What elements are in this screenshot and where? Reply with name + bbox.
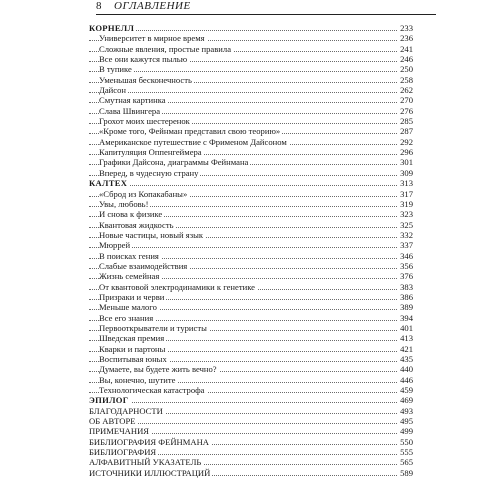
toc-entry-title: Сложные явления, простые правила bbox=[99, 43, 232, 54]
toc-entry-page: 332 bbox=[400, 229, 413, 240]
dot-leader bbox=[89, 71, 401, 72]
toc-entry bbox=[89, 385, 413, 395]
toc-entry-title: Капитуляция Оппенгеймера bbox=[99, 147, 202, 158]
toc-entry-title: Первооткрыватели и туристы bbox=[99, 322, 207, 333]
toc-entry bbox=[89, 189, 413, 199]
toc-section bbox=[89, 406, 413, 416]
toc-entry bbox=[89, 75, 413, 85]
toc-entry-page: 421 bbox=[400, 343, 413, 354]
toc-entry bbox=[89, 251, 413, 261]
toc-entry-page: 292 bbox=[400, 136, 413, 147]
toc-entry-title: Мюррей bbox=[99, 240, 131, 251]
toc-entry-page: 493 bbox=[400, 405, 413, 416]
toc-entry-page: 394 bbox=[400, 312, 413, 323]
toc-entry-title: Кварки и партоны bbox=[99, 343, 166, 354]
toc-section bbox=[89, 437, 413, 447]
toc-entry-page: 356 bbox=[400, 260, 413, 271]
toc-section bbox=[89, 23, 413, 33]
toc-entry bbox=[89, 323, 413, 333]
toc-entry-title: ЭПИЛОГ bbox=[89, 395, 129, 406]
toc-entry-title: Все они кажутся пылью bbox=[99, 54, 188, 65]
toc-entry-page: 276 bbox=[400, 105, 413, 116]
toc-entry-title: Вперед, в чудесную страну bbox=[99, 167, 199, 178]
dot-leader bbox=[89, 247, 401, 248]
toc-entry-title: Квантовая жидкость bbox=[99, 219, 174, 230]
toc-entry bbox=[89, 157, 413, 167]
toc-entry-page: 550 bbox=[400, 436, 413, 447]
toc-section bbox=[89, 426, 413, 436]
toc-entry-page: 301 bbox=[400, 157, 413, 168]
toc-entry-title: Призраки и черви bbox=[99, 291, 165, 302]
toc-entry-title: Думаете, вы будете жить вечно? bbox=[99, 364, 217, 375]
toc-entry bbox=[89, 364, 413, 374]
toc-entry bbox=[89, 33, 413, 43]
toc-entry-title: Графики Дайсона, диаграммы Фейнмана bbox=[99, 157, 249, 168]
toc-entry bbox=[89, 126, 413, 136]
toc-entry-title: Грохот моих шестеренок bbox=[99, 116, 190, 127]
toc-entry-page: 313 bbox=[400, 178, 413, 189]
toc-entry bbox=[89, 271, 413, 281]
toc-entry bbox=[89, 354, 413, 364]
dot-leader bbox=[89, 185, 401, 186]
toc-section bbox=[89, 416, 413, 426]
toc-entry bbox=[89, 375, 413, 385]
toc-entry-page: 317 bbox=[400, 188, 413, 199]
toc-entry-page: 319 bbox=[400, 198, 413, 209]
table-of-contents bbox=[89, 23, 413, 478]
toc-entry bbox=[89, 147, 413, 157]
toc-entry-page: 287 bbox=[400, 126, 413, 137]
toc-entry-title: В поисках гения bbox=[99, 250, 159, 261]
toc-entry-page: 233 bbox=[400, 23, 413, 33]
toc-entry-title: Университет в мирное время bbox=[99, 33, 205, 44]
toc-entry-title: КОРНЕЛЛ bbox=[89, 23, 135, 33]
toc-entry bbox=[89, 168, 413, 178]
toc-entry-title: ОБ АВТОРЕ bbox=[89, 416, 136, 427]
toc-entry-page: 258 bbox=[400, 74, 413, 85]
toc-entry bbox=[89, 302, 413, 312]
toc-entry-title: АЛФАВИТНЫЙ УКАЗАТЕЛЬ bbox=[89, 457, 202, 468]
toc-section bbox=[89, 447, 413, 457]
toc-entry-page: 589 bbox=[400, 467, 413, 478]
toc-entry-title: ПРИМЕЧАНИЯ bbox=[89, 426, 150, 437]
toc-entry-page: 285 bbox=[400, 116, 413, 127]
toc-entry-title: И снова к физике bbox=[99, 209, 163, 220]
toc-entry-title: Меньше малого bbox=[99, 302, 157, 313]
toc-entry-page: 386 bbox=[400, 291, 413, 302]
toc-section bbox=[89, 468, 413, 478]
toc-entry-title: Дайсон bbox=[99, 85, 126, 96]
dot-leader bbox=[89, 402, 401, 403]
toc-entry bbox=[89, 240, 413, 250]
toc-entry-title: Технологическая катастрофа bbox=[99, 385, 205, 396]
toc-entry-page: 296 bbox=[400, 147, 413, 158]
toc-entry-page: 241 bbox=[400, 43, 413, 54]
toc-entry-title: «Сброд из Копакабаны» bbox=[99, 188, 188, 199]
toc-entry-title: В тупике bbox=[99, 64, 132, 75]
toc-entry-page: 246 bbox=[400, 54, 413, 65]
toc-entry-page: 236 bbox=[400, 33, 413, 44]
toc-entry-page: 565 bbox=[400, 457, 413, 468]
toc-entry-title: Жизнь семейная bbox=[99, 271, 160, 282]
toc-entry-page: 376 bbox=[400, 271, 413, 282]
toc-entry-page: 309 bbox=[400, 167, 413, 178]
toc-entry-title: БИБЛИОГРАФИЯ ФЕЙНМАНА bbox=[89, 436, 210, 447]
toc-entry-title: Вы, конечно, шутите bbox=[99, 374, 176, 385]
running-header bbox=[96, 0, 436, 15]
dot-leader bbox=[89, 92, 401, 93]
toc-entry-page: 435 bbox=[400, 354, 413, 364]
toc-entry bbox=[89, 137, 413, 147]
toc-entry-title: Слава Швингера bbox=[99, 105, 161, 116]
toc-entry-page: 337 bbox=[400, 240, 413, 251]
toc-entry bbox=[89, 344, 413, 354]
toc-entry-page: 389 bbox=[400, 302, 413, 313]
toc-entry-page: 323 bbox=[400, 209, 413, 220]
toc-entry-page: 262 bbox=[400, 85, 413, 96]
toc-entry-title: КАЛТЕХ bbox=[89, 178, 128, 189]
toc-entry bbox=[89, 230, 413, 240]
toc-entry bbox=[89, 209, 413, 219]
toc-entry-page: 270 bbox=[400, 95, 413, 106]
toc-entry bbox=[89, 95, 413, 105]
toc-entry-page: 440 bbox=[400, 364, 413, 375]
toc-entry-page: 250 bbox=[400, 64, 413, 75]
toc-section bbox=[89, 395, 413, 405]
toc-entry-title: Американское путешествие с Фрименом Дайсоном bbox=[99, 136, 287, 147]
toc-entry-title: Уменьшая бесконечность bbox=[99, 74, 192, 85]
toc-entry bbox=[89, 220, 413, 230]
toc-entry-page: 555 bbox=[400, 447, 413, 458]
toc-entry-title: БЛАГОДАРНОСТИ bbox=[89, 405, 163, 416]
toc-entry bbox=[89, 54, 413, 64]
toc-entry-page: 446 bbox=[400, 374, 413, 385]
toc-entry bbox=[89, 292, 413, 302]
toc-entry bbox=[89, 116, 413, 126]
toc-entry bbox=[89, 44, 413, 54]
toc-entry-title: Шведская премия bbox=[99, 333, 165, 344]
toc-entry-title: Смутная картинка bbox=[99, 95, 166, 106]
toc-entry-page: 325 bbox=[400, 219, 413, 230]
toc-section bbox=[89, 457, 413, 467]
toc-entry-page: 401 bbox=[400, 322, 413, 333]
toc-entry-page: 413 bbox=[400, 333, 413, 344]
toc-entry bbox=[89, 106, 413, 116]
toc-entry-page: 495 bbox=[400, 416, 413, 427]
toc-section bbox=[89, 178, 413, 188]
toc-entry-page: 469 bbox=[400, 395, 413, 406]
toc-entry-page: 346 bbox=[400, 250, 413, 261]
toc-entry-page: 459 bbox=[400, 385, 413, 396]
running-title: ОГЛАВЛЕНИЕ bbox=[114, 0, 191, 12]
toc-entry-title: БИБЛИОГРАФИЯ bbox=[89, 447, 157, 458]
toc-entry-title: От квантовой электродинамики к генетике bbox=[99, 281, 255, 292]
toc-entry bbox=[89, 313, 413, 323]
toc-entry bbox=[89, 85, 413, 95]
toc-entry bbox=[89, 333, 413, 343]
toc-entry-page: 383 bbox=[400, 281, 413, 292]
toc-entry-title: Увы, любовь! bbox=[99, 198, 149, 209]
toc-entry-title: Все его знания bbox=[99, 312, 154, 323]
toc-entry-title: Воспитывая юных bbox=[99, 354, 167, 364]
toc-entry bbox=[89, 64, 413, 74]
toc-entry bbox=[89, 261, 413, 271]
toc-entry-title: ИСТОЧНИКИ ИЛЛЮСТРАЦИЙ bbox=[89, 467, 211, 478]
toc-entry-title: Новые частицы, новый язык bbox=[99, 229, 204, 240]
toc-entry-title: Слабые взаимодействия bbox=[99, 260, 188, 271]
page-number: 8 bbox=[96, 0, 102, 12]
toc-entry-title: «Кроме того, Фейнман представил свою теорию» bbox=[99, 126, 281, 137]
toc-entry bbox=[89, 199, 413, 209]
toc-entry bbox=[89, 282, 413, 292]
toc-entry-page: 499 bbox=[400, 426, 413, 437]
